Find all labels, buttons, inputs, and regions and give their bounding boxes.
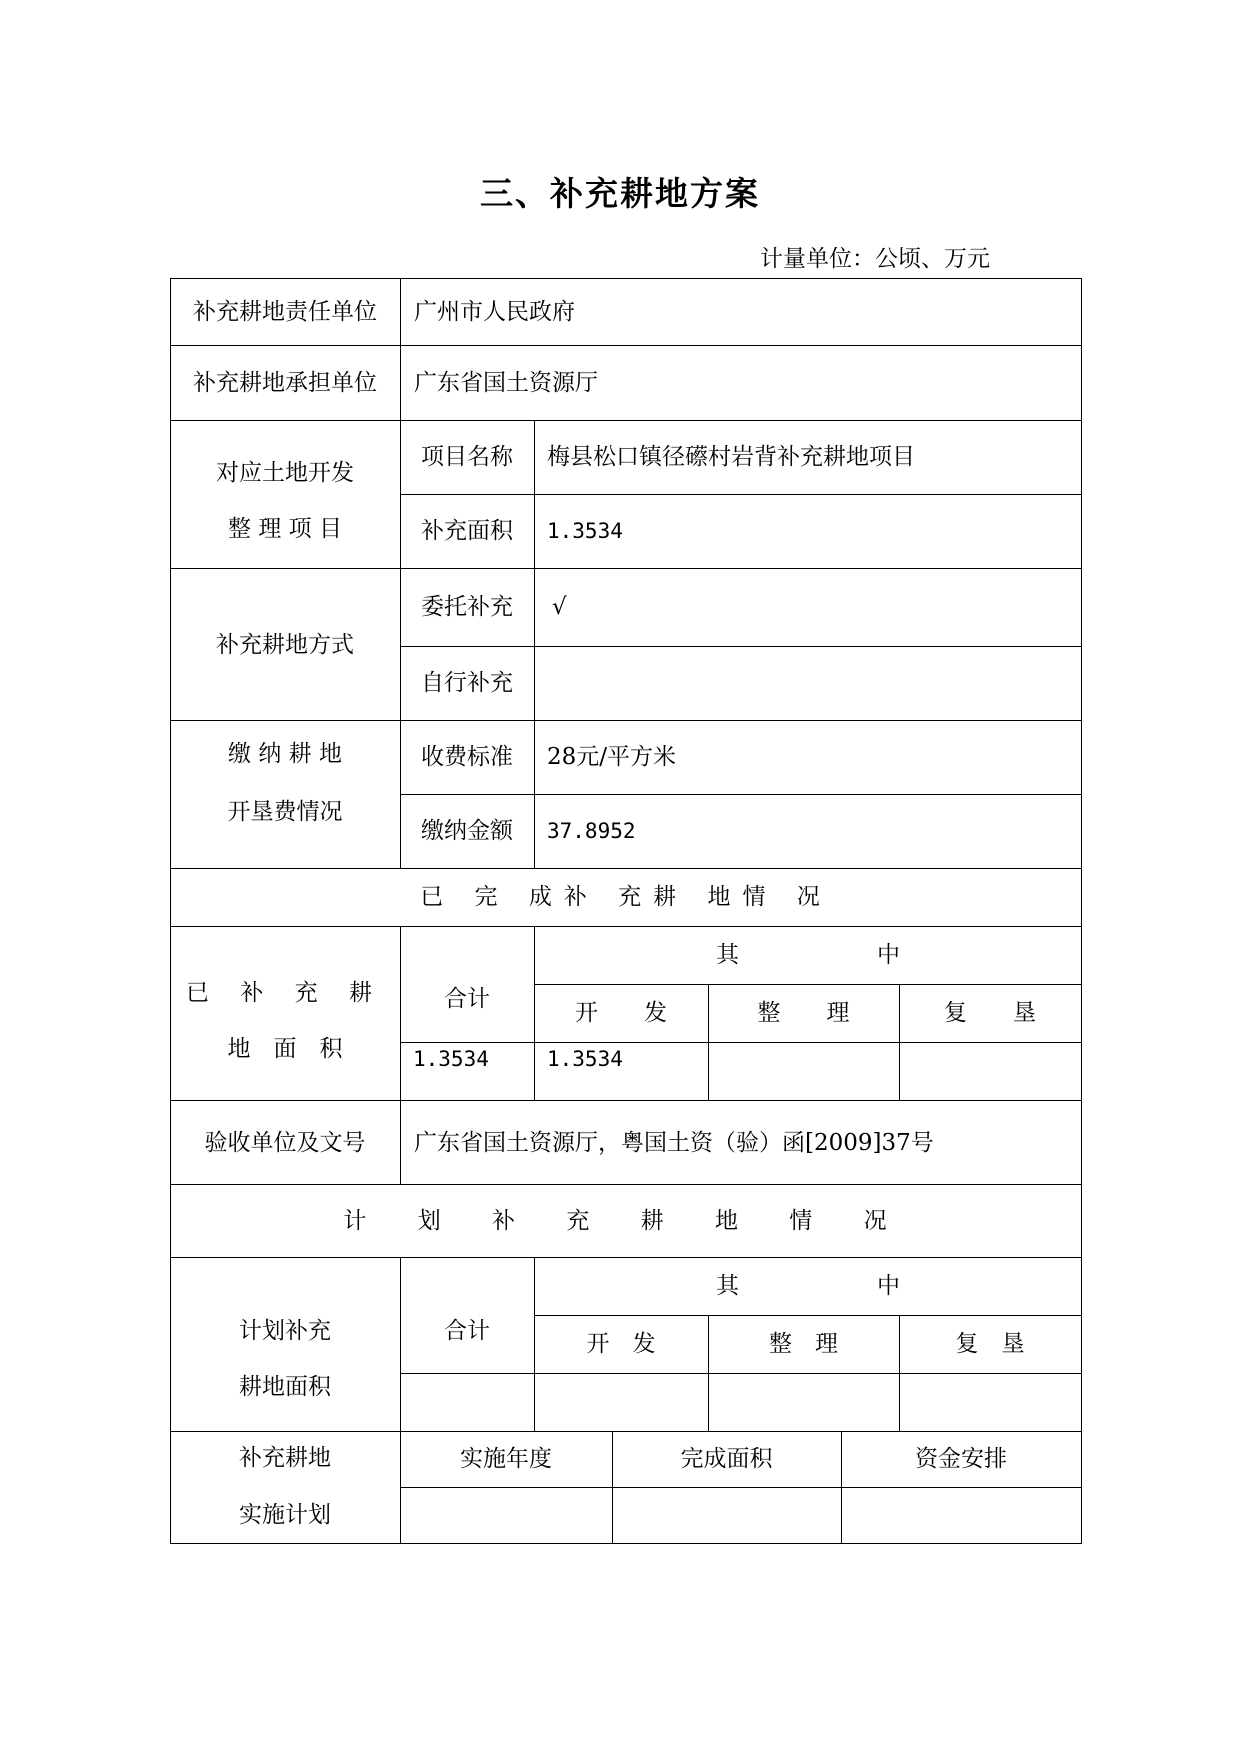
responsible-unit-value: 广州市人民政府 [414, 299, 575, 325]
unit-note: 计量单位：公顷、万元 [760, 246, 990, 272]
entrust-label: 委托补充 [421, 594, 513, 620]
plan-label-line2: 实施计划 [239, 1502, 331, 1528]
planned-area-label-line1: 计划补充 [239, 1318, 331, 1344]
fee-amount-value: 37.8952 [547, 819, 636, 843]
fee-standard-value: 28元/平方米 [547, 744, 677, 770]
completed-among-label: 其 中 [716, 942, 900, 968]
plan-done-area-label: 完成面积 [680, 1446, 773, 1472]
plan-fund-label: 资金安排 [915, 1446, 1007, 1472]
project-label-line1: 对应土地开发 [216, 460, 354, 486]
plan-label-line1: 补充耕地 [239, 1445, 331, 1471]
acceptance-value: 广东省国土资源厅，粤国土资（验）函[2009]37号 [414, 1130, 934, 1156]
planned-among-label: 其 中 [716, 1273, 900, 1299]
completed-dev-label: 开 发 [575, 1000, 667, 1026]
acceptance-label: 验收单位及文号 [204, 1130, 366, 1156]
planned-section-title: 计 划 补 充 耕 地 情 况 [343, 1208, 909, 1234]
fee-label-line2: 开垦费情况 [227, 799, 343, 825]
fee-amount-label: 缴纳金额 [421, 818, 513, 844]
completed-dev-value: 1.3534 [547, 1047, 623, 1071]
fee-standard-label: 收费标准 [421, 744, 513, 770]
plan-year-label: 实施年度 [460, 1446, 552, 1472]
fee-label-line1: 缴 纳 耕 地 [228, 741, 342, 767]
entrust-value: √ [552, 594, 567, 620]
planned-arrange-label: 整 理 [769, 1331, 838, 1357]
project-name-label: 项目名称 [421, 444, 513, 470]
project-name-value: 梅县松口镇径礤村岩背补充耕地项目 [547, 444, 915, 470]
completed-total-value: 1.3534 [413, 1047, 489, 1071]
self-supplement-label: 自行补充 [421, 670, 513, 696]
planned-reclaim-label: 复 垦 [955, 1331, 1025, 1357]
land-supplement-table [170, 278, 1082, 1544]
completed-area-label-line1: 已 补 充 耕 [186, 980, 384, 1006]
method-label: 补充耕地方式 [216, 632, 354, 658]
planned-area-label-line2: 耕地面积 [239, 1374, 331, 1400]
project-label-line2: 整 理 项 目 [228, 516, 342, 542]
responsible-unit-label: 补充耕地责任单位 [193, 299, 377, 325]
completed-total-label: 合计 [444, 986, 490, 1012]
undertaker-unit-value: 广东省国土资源厅 [414, 370, 598, 396]
planned-total-label: 合计 [444, 1318, 490, 1344]
area-value: 1.3534 [547, 519, 623, 543]
undertaker-unit-label: 补充耕地承担单位 [193, 370, 377, 396]
planned-dev-label: 开 发 [586, 1331, 656, 1357]
completed-arrange-label: 整 理 [757, 1000, 850, 1026]
completed-section-title: 已 完 成补 充耕 地情 况 [420, 884, 832, 910]
completed-area-label-line2: 地 面 积 [227, 1036, 343, 1062]
page-title: 三、补充耕地方案 [480, 174, 760, 213]
completed-reclaim-label: 复 垦 [944, 1000, 1036, 1026]
area-label: 补充面积 [421, 518, 513, 544]
